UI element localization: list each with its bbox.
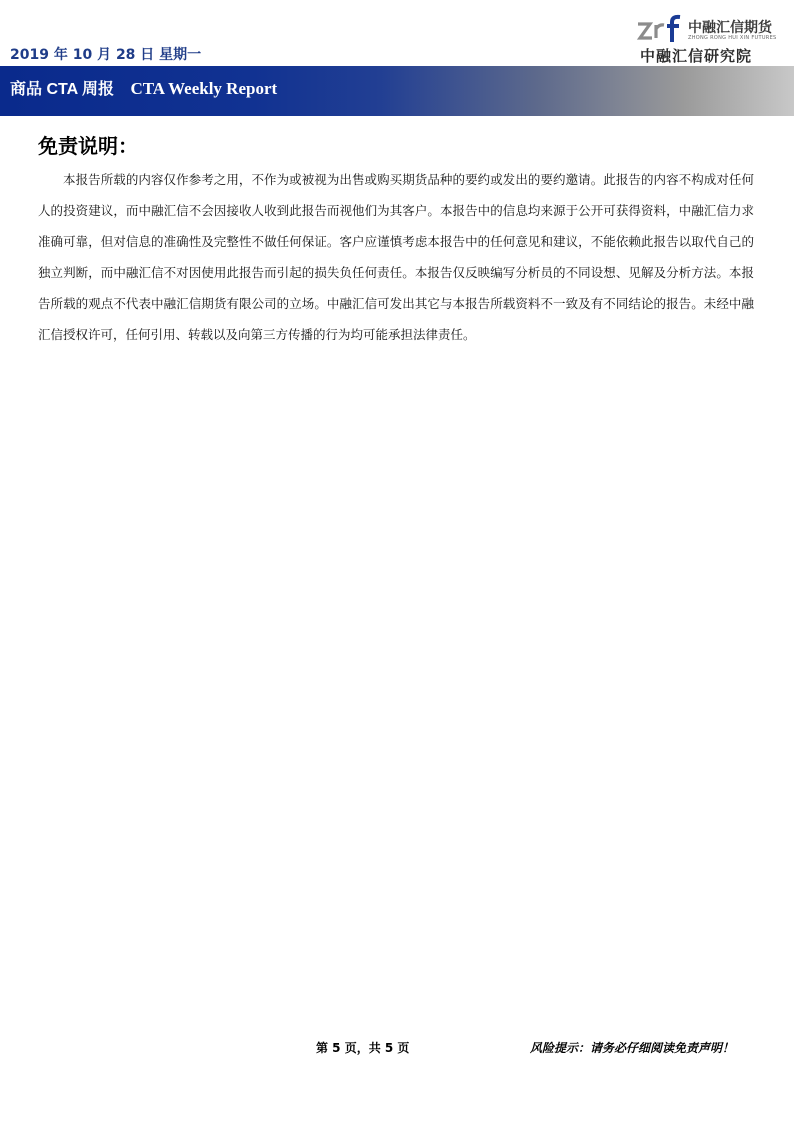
logo-company-cn: 中融汇信期货 — [688, 20, 772, 36]
report-banner — [0, 66, 794, 116]
logo-company-en: ZHONG RONG HUI XIN FUTURES — [688, 35, 777, 41]
zrf-logo-icon — [636, 14, 688, 46]
banner-title-en: CTA Weekly Report — [130, 79, 278, 98]
banner-title — [10, 76, 277, 99]
company-logo — [636, 14, 786, 66]
report-date: 2019 年 10 月 28 日 星期一 — [10, 47, 202, 63]
disclaimer-body: 本报告所载的内容仅作参考之用，不作为或被视为出售或购买期货品种的要约或发出的要约邀请。此报告的内容不构成对任何人的投资建议，而中融汇信不会因接收人收到此报告而视他们为其客户。本报告中的信息均来源于公开可获得资料，中融汇信力求准确可靠，但对信息的准确性及完整性不做任何保证。客户应谨慎考虑本报告中的任何意见和建议，不能依赖此报告以取代自己的独立判断，而中融汇信不对因使用此报告而引起的损失负任何责任。本报告仅反映编写分析员的不同设想、见解及分析方法。本报告所载的观点不代表中融汇信期货有限公司的立场。中融汇信可发出其它与本报告所载资料不一致及有不同结论的报告。未经中融汇信授权许可，任何引用、转载以及向第三方传播的行为均可能承担法律责任。 — [38, 172, 754, 342]
page-number: 第 5 页，共 5 页 — [316, 1041, 410, 1055]
logo-institute-cn: 中融汇信研究院 — [640, 47, 753, 65]
disclaimer-heading: 免责说明： — [38, 134, 138, 158]
risk-notice: 风险提示：请务必仔细阅读免责声明！ — [530, 1041, 735, 1055]
banner-title-cn: 商品 CTA 周报 — [10, 81, 114, 98]
